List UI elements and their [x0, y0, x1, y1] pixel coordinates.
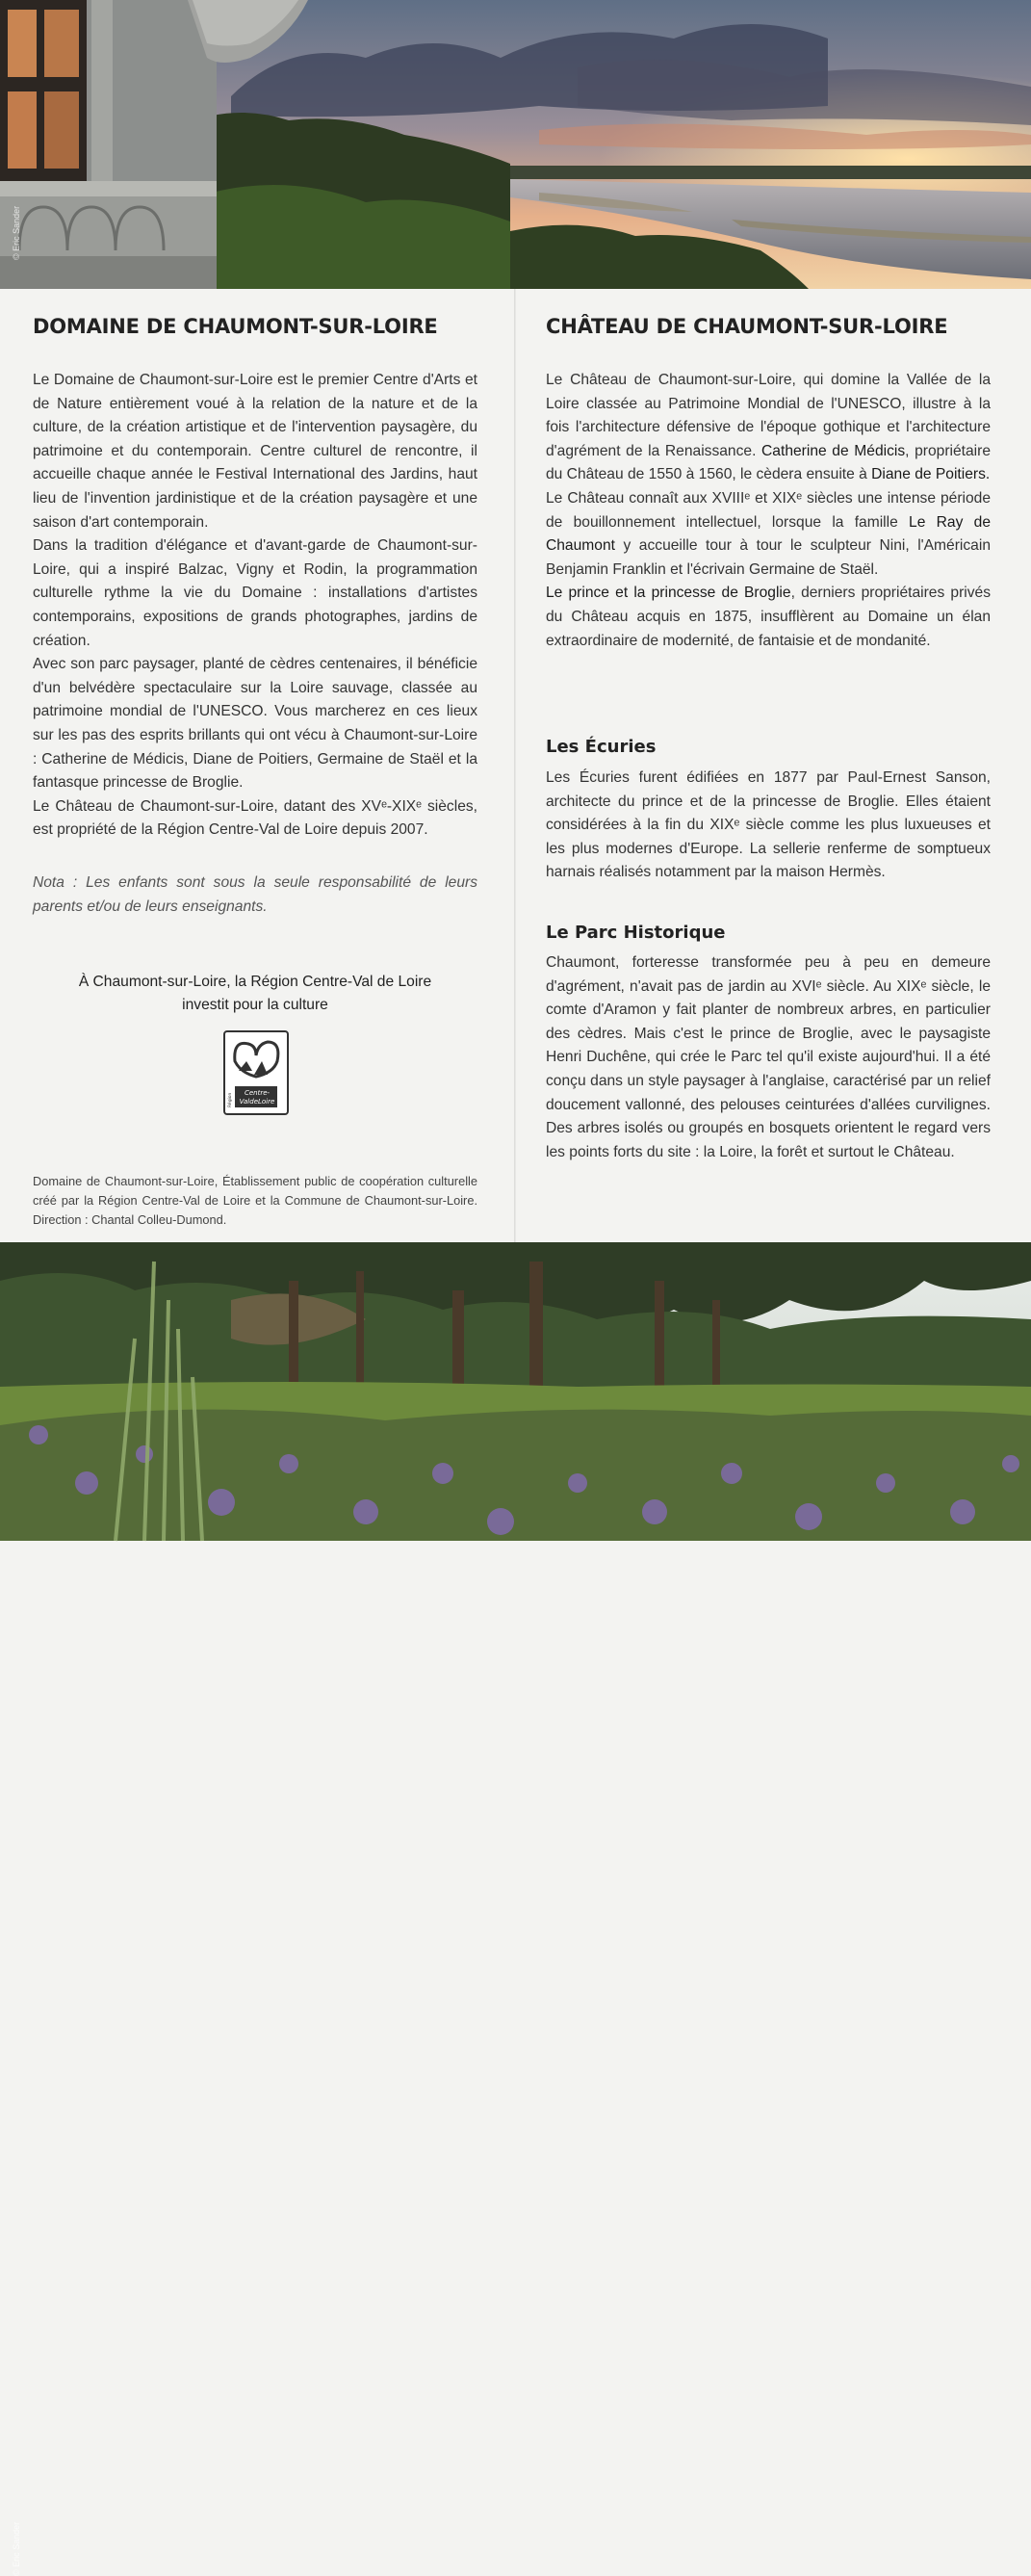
page-fold [514, 289, 516, 1242]
region-line-1: À Chaumont-sur-Loire, la Région Centre-Val de Loire [78, 974, 432, 990]
region-statement [33, 971, 477, 1017]
domaine-footer-note: Domaine de Chaumont-sur-Loire, Établissement public de coopération culturelle créé par la Région Centre-Val de Loire et la Commune de Chaumont-sur-Loire. Direction : Chantal Colleu-Dumond. [33, 1174, 477, 1227]
domaine-text [33, 369, 477, 843]
top-photo-chateau-loire-sunset [0, 0, 1031, 289]
domaine-paragraph-1: Le Domaine de Chaumont-sur-Loire est le premier Centre d'Arts et de Nature entièrement voué à la relation de la nature et de la culture, de la création artistique et de l'intervention paysagère, du patrimoine et du contemporain. Centre culturel de rencontre, il accueille chaque année le Festival International des Jardins, haut lieu de l'invention jardinistique et de la création paysagère et une saison d'art contemporain. [33, 372, 477, 531]
name-prince-princesse-broglie: Le prince et la princesse de Broglie [546, 585, 791, 602]
domaine-paragraph-3: Avec son parc paysager, planté de cèdres centenaires, il bénéficie d'un belvédère spectaculaire sur la Loire sauvage, classée au patrimoine mondial de l'UNESCO. Vous marcherez en ces lieux sur les pas des esprits brillants qui ont vécu à Chaumont-sur-Loire : Catherine de Médicis, Diane de Poitiers, Germaine de Staël et la fantasque princesse de Broglie. [33, 656, 477, 792]
region-centre-val-de-loire-logo [223, 1030, 289, 1115]
parc-historique-title: Le Parc Historique [546, 923, 726, 943]
domaine-title: DOMAINE DE CHAUMONT-SUR-LOIRE [33, 315, 438, 338]
chateau-title: CHÂTEAU DE CHAUMONT-SUR-LOIRE [546, 315, 948, 338]
name-diane-de-poitiers: Diane de Poitiers. [871, 466, 991, 483]
domaine-paragraph-2: Dans la tradition d'élégance et d'avant-garde de Chaumont-sur-Loire, qui a inspiré Balzac, Vigny et Rodin, la programmation culturelle rythme la vie du Domaine : installations d'artistes contemporains, expositions de grands photographes, jardins de création. [33, 537, 477, 649]
name-le-ray-de-chaumont: Le Ray de Chaumont [546, 513, 991, 555]
bottom-photo-historic-park-garden [0, 1242, 1031, 2576]
svg-text:Région: Région [228, 1092, 233, 1107]
svg-text:ValdeLoire: ValdeLoire [239, 1098, 275, 1106]
chateau-paragraph-1: Le Château de Chaumont-sur-Loire, qui domine la Vallée de la Loire classée au Patrimoine Mondial de l'UNESCO, illustre à la fois l'architecture défensive de l'époque gothique et l'architecture d'agrément de la Renaissance. Catherine de Médicis, propriétaire du Château de 1550 à 1560, le cèdera ensuite à Diane de Poitiers. [546, 372, 991, 483]
photo-credit: © Eric Sander [12, 205, 21, 260]
domaine-paragraph-4: Le Château de Chaumont-sur-Loire, datant des XVᵉ-XIXᵉ siècles, est propriété de la Région Centre-Val de Loire depuis 2007. [33, 797, 477, 839]
ecuries-title: Les Écuries [546, 737, 657, 757]
chateau-paragraph-2: Le Château connaît aux XVIIIᵉ et XIXᵉ siècles une intense période de bouillonnement intellectuel, lorsque la famille Le Ray de Chaumont y accueille tour à tour le sculpteur Nini, l'Américain Benjamin Franklin et l'écrivain Germaine de Staël. [546, 489, 991, 578]
photo-credit: © Eric Sander [12, 2521, 21, 2576]
chateau-text [546, 369, 991, 653]
name-catherine-de-medicis: Catherine de Médicis [761, 442, 906, 459]
ecuries-text: Les Écuries furent édifiées en 1877 par Paul-Ernest Sanson, architecte du prince et de la princesse de Broglie. Elles étaient considérées à la fin du XIXᵉ siècle comme les plus luxueuses et les plus modernes d'Europe. La sellerie renferme de somptueux harnais réalisés notamment par la maison Hermès. [546, 769, 991, 881]
region-line-2: investit pour la culture [182, 997, 328, 1013]
nota-note: Nota : Les enfants sont sous la seule responsabilité de leurs parents et/ou de leurs enseignants. [33, 874, 477, 915]
chateau-paragraph-3: Le prince et la princesse de Broglie, derniers propriétaires privés du Château acquis en 1875, insufflèrent au Domaine un élan extraordinaire de modernité, de fantaisie et de mondanité. [546, 585, 992, 649]
parc-historique-text: Chaumont, forteresse transformée peu à peu en demeure d'agrément, n'avait pas de jardin au XVIᵉ siècle. Au XIXᵉ siècle, le comte d'Aramon y fait planter de nombreux arbres, en particulier des cèdres. Mais c'est le prince de Broglie, avec le paysagiste Henri Duchêne, qui crée le Parc tel qu'il existe aujourd'hui. Il a été conçu dans un style paysager à l'anglaise, caractérisé par un relief doucement vallonné, des pelouses ceinturées d'allées curvilignes. Des arbres isolés ou groupés en bosquets orientent le regard vers les points forts du site : la Loire, la forêt et surtout le Château. [546, 954, 991, 1160]
svg-text:Centre-: Centre- [244, 1089, 271, 1097]
